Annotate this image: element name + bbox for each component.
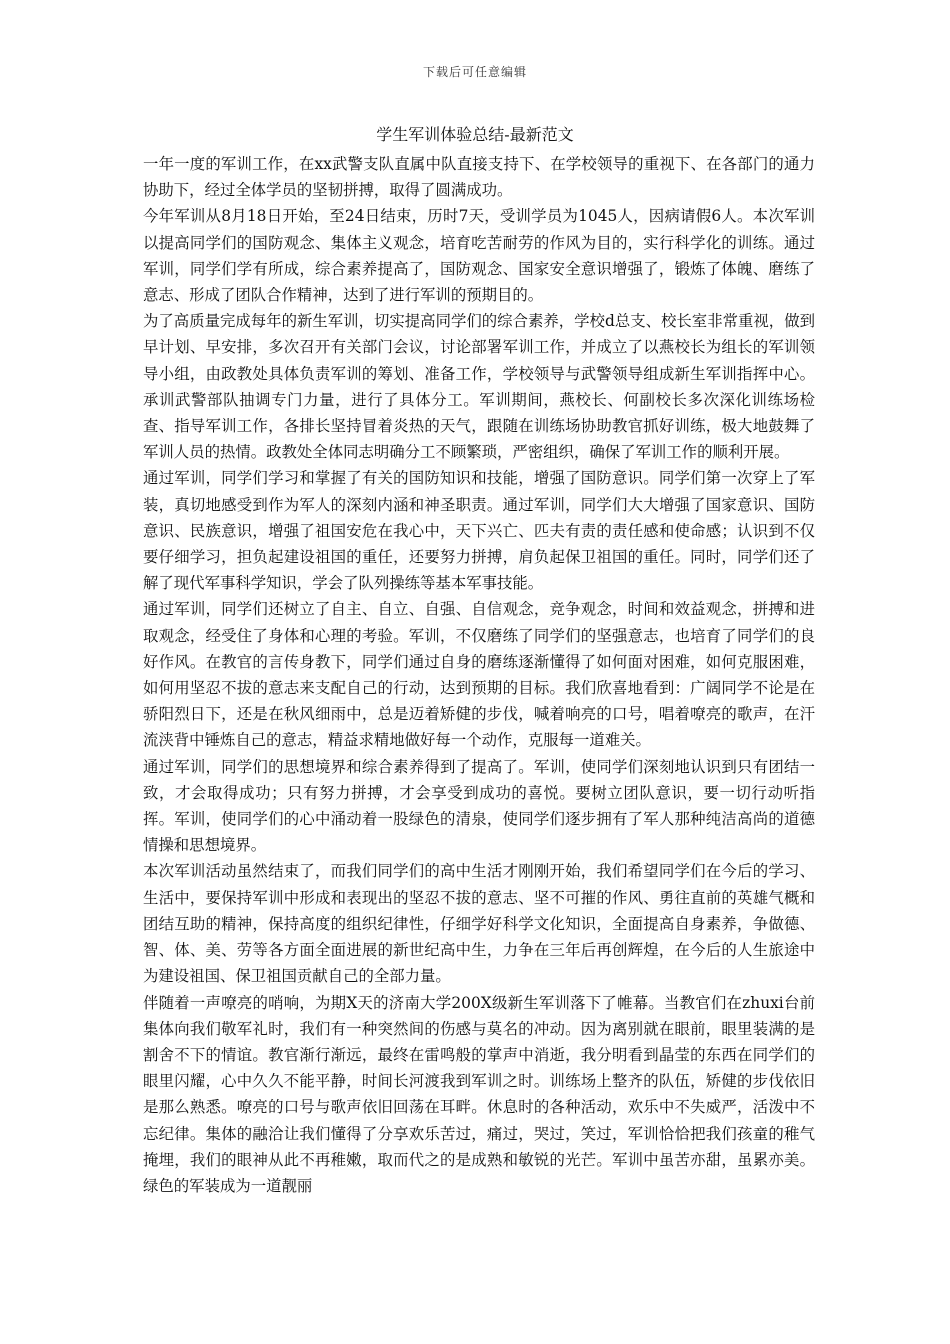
document-title: 学生军训体验总结-最新范文 [376, 125, 574, 144]
paragraph: 通过军训，同学们学习和掌握了有关的国防知识和技能，增强了国防意识。同学们第一次穿上了军装，真切地感受到作为军人的深刻内涵和神圣职责。通过军训，同学们大大增强了国家意识、国防意识、民族意识，增强了祖国安危在我心中，天下兴亡、匹夫有责的责任感和使命感；认识到不仅要仔细学习，担负起建设祖国的重任，还要努力拼搏，肩负起保卫祖国的重任。同时，同学们还了解了现代军事科学知识，学会了队列操练等基本军事技能。 [143, 469, 815, 593]
paragraph: 今年军训从8月18日开始，至24日结束，历时7天，受训学员为1045人，因病请假6人。本次军训以提高同学们的国防观念、集体主义观念，培育吃苦耐劳的作风为目的，实行科学化的训练。通过军训，同学们学有所成，综合素养提高了，国防观念、国家安全意识增强了，锻炼了体魄、磨练了意志、形成了团队合作精神，达到了进行军训的预期目的。 [143, 207, 815, 305]
paragraph: 通过军训，同学们还树立了自主、自立、自强、自信观念，竞争观念，时间和效益观念，拼搏和进取观念，经受住了身体和心理的考验。军训，不仅磨练了同学们的坚强意志，也培育了同学们的良好作风。在教官的言传身教下，同学们通过自身的磨练逐渐懂得了如何面对困难，如何克服困难，如何用坚忍不拔的意志来支配自己的行动，达到预期的目标。我们欣喜地看到：广阔同学不论是在骄阳烈日下，还是在秋风细雨中，总是迈着矫健的步伐，喊着响亮的口号，唱着嘹亮的歌声，在汗流浃背中锤炼自己的意志，精益求精地做好每一个动作，克服每一道难关。 [143, 600, 815, 750]
header-note: 下载后可任意编辑 [422, 65, 527, 79]
document-body [143, 151, 815, 1199]
paragraph: 通过军训，同学们的思想境界和综合素养得到了提高了。军训，使同学们深刻地认识到只有团结一致，才会取得成功；只有努力拼搏，才会享受到成功的喜悦。要树立团队意识，要一切行动听指挥。军训，使同学们的心中涌动着一股绿色的清泉，使同学们逐步拥有了军人那种纯洁高尚的道德情操和思想境界。 [143, 757, 815, 855]
paragraph: 为了高质量完成每年的新生军训，切实提高同学们的综合素养，学校d总支、校长室非常重视，做到早计划、早安排，多次召开有关部门会议，讨论部署军训工作，并成立了以燕校长为组长的军训领导小组，由政教处具体负责军训的筹划、准备工作，学校领导与武警领导组成新生军训指挥中心。承训武警部队抽调专门力量，进行了具体分工。军训期间，燕校长、何副校长多次深化训练场检查、指导军训工作，各排长坚持冒着炎热的天气，跟随在训练场协助教官抓好训练，极大地鼓舞了军训人员的热情。政教处全体同志明确分工不顾繁琐，严密组织，确保了军训工作的顺利开展。 [143, 312, 815, 462]
paragraph: 本次军训活动虽然结束了，而我们同学们的高中生活才刚刚开始，我们希望同学们在今后的学习、生活中，要保持军训中形成和表现出的坚忍不拔的意志、坚不可摧的作风、勇往直前的英雄气概和团结互助的精神，保持高度的组织纪律性，仔细学好科学文化知识，全面提高自身素养，争做德、智、体、美、劳等各方面全面进展的新世纪高中生，力争在三年后再创辉煌，在今后的人生旅途中为建设祖国、保卫祖国贡献自己的全部力量。 [143, 862, 815, 986]
paragraph: 伴随着一声嘹亮的哨响，为期X天的济南大学200X级新生军训落下了帷幕。当教官们在zhuxi台前集体向我们敬军礼时，我们有一种突然间的伤感与莫名的冲动。因为离别就在眼前，眼里装满的是割舍不下的情谊。教官渐行渐远，最终在雷鸣般的掌声中消逝，我分明看到晶莹的东西在同学们的眼里闪耀，心中久久不能平静，时间长河渡我到军训之时。训练场上整齐的队伍，矫健的步伐依旧是那么熟悉。嘹亮的口号与歌声依旧回荡在耳畔。休息时的各种活动，欢乐中不失威严，活泼中不忘纪律。集体的融洽让我们懂得了分享欢乐苦过，痛过，哭过，笑过，军训恰恰把我们孩童的稚气掩埋，我们的眼神从此不再稚嫩，取而代之的是成熟和敏锐的光芒。军训中虽苦亦甜，虽累亦美。绿色的军装成为一道靓丽 [143, 993, 815, 1195]
paragraph: 一年一度的军训工作，在xx武警支队直属中队直接支持下、在学校领导的重视下、在各部门的通力协助下，经过全体学员的坚韧拼搏，取得了圆满成功。 [143, 155, 815, 200]
